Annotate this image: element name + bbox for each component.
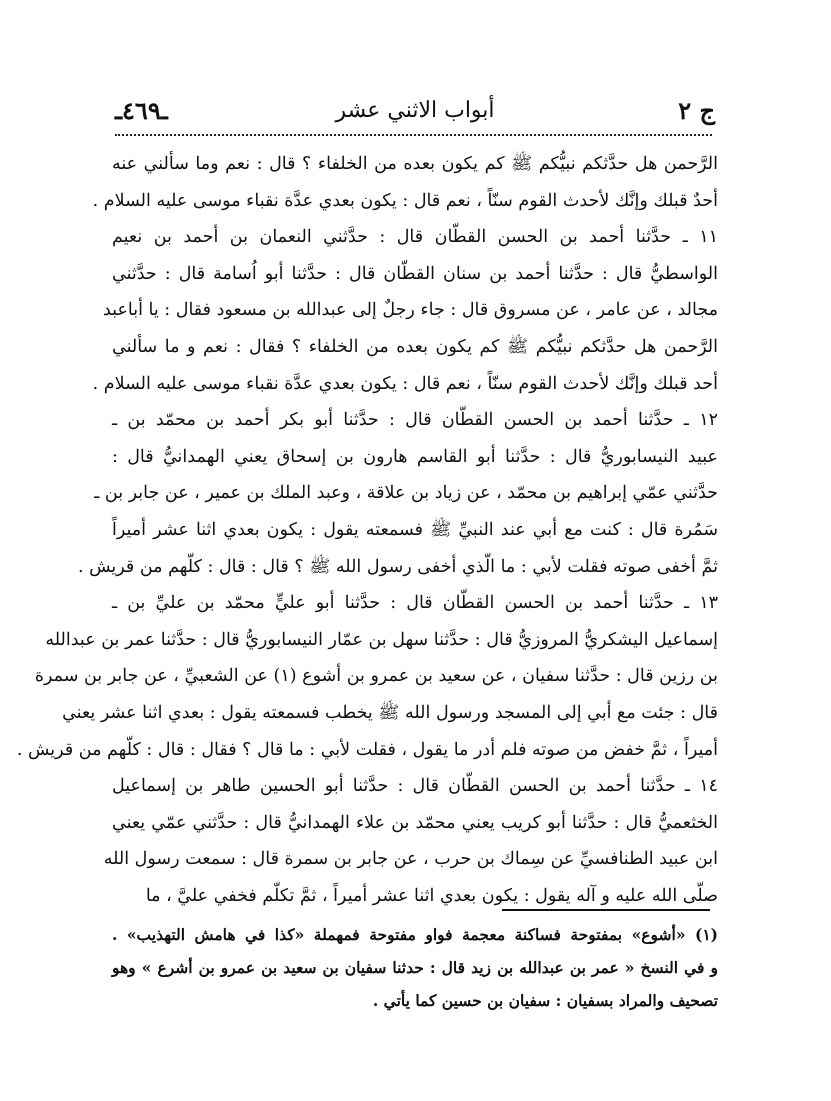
text-line: سَمُرة قال : كنت مع أبي عند النبيِّ ﷺ فسمعته يقول : يكون بعدي اثنا عشر أميراً	[112, 519, 718, 540]
text-line: قال : جئت مع أبي إلى المسجد ورسول الله ﷺ يخطب فسمعته يقول : بعدي اثنا عشر يعني	[62, 702, 718, 723]
text-line: حدَّثني عمّي إبراهيم بن محمّد ، عن زياد بن علاقة ، وعبد الملك بن عمير ، عن جابر بن ـ	[94, 483, 718, 504]
text-line: بن رزين قال : حدَّثنا سفيان ، عن سعيد بن عمرو بن أشوع (١) عن الشعبيِّ ، عن جابر بن سمرة	[34, 666, 718, 687]
volume-number: ج ٢	[678, 96, 715, 125]
text-line: عبيد النيسابوريُّ قال : حدَّثنا أبو القاسم هارون بن إسحاق يعني الهمدانيُّ قال :	[112, 446, 718, 467]
text-line: أحدٌ قبلك وإنَّك لأحدث القوم سنّاً ، نعم قال : يكون بعدي عدَّة نقباء موسى عليه السلام .	[92, 190, 718, 211]
text-line: ثمَّ أخفى صوته فقلت لأبي : ما الّذي أخفى رسول الله ﷺ ؟ قال : قال : كلّهم من قريش .	[77, 556, 718, 577]
text-line: ابن عبيد الطنافسيِّ عن سِماك بن حرب ، عن جابر بن سمرة قال : سمعت رسول الله	[103, 849, 718, 870]
footnote-line: تصحيف والمراد بسفيان : سفيان بن حسين كما يأتي .	[372, 991, 718, 1010]
text-line: ١١ ـ حدَّثنا أحمد بن الحسن القطّان قال : حدَّثني النعمان بن أحمد بن نعيم	[112, 227, 718, 248]
page-number: ـ٤٦٩ـ	[115, 96, 168, 125]
text-line: مجالد ، عن عامر ، عن مسروق قال : جاء رجلٌ إلى عبدالله بن مسعود فقال : يا أباعبد	[102, 300, 718, 321]
text-line: ١٣ ـ حدَّثنا أحمد بن الحسن القطّان قال : حدَّثنا أبو عليٍّ محمّد بن عليِّ بن ـ	[112, 593, 718, 614]
page-header	[115, 96, 715, 132]
text-line: أحد قبلك وإنَّك لأحدث القوم سنّاً ، نعم قال : يكون بعدي عدَّة نقباء موسى عليه السلام .	[92, 373, 718, 394]
text-line: ١٢ ـ حدَّثنا أحمد بن الحسن القطّان قال : حدَّثنا أبو بكر أحمد بن محمّد بن ـ	[112, 410, 718, 431]
header-divider	[115, 134, 712, 136]
chapter-title: أبواب الاثني عشر	[335, 98, 495, 123]
footnote-line: (١) «أشوع» بمفتوحة فساكنة معجمة فواو مفتوحة فمهملة «كذا في هامش التهذيب» .	[112, 925, 718, 944]
main-text	[16, 146, 718, 914]
text-line: الرَّحمن هل حدَّثكم نبيُّكم ﷺ كم يكون بعده من الخلفاء ؟ قال : نعم وما سألني عنه	[112, 154, 718, 174]
footnote-line: و في النسخ « عمر بن عبدالله بن زيد قال : حدثنا سفيان بن سعيد بن عمرو بن أشرع » وهو	[112, 958, 718, 977]
footnotes	[112, 918, 718, 1017]
text-line: الخثعميُّ قال : حدَّثنا أبو كريب يعني محمّد بن علاء الهمدانيُّ قال : حدَّثني عمّي يعني	[112, 812, 718, 833]
text-line: ١٤ ـ حدَّثنا أحمد بن الحسن القطّان قال : حدَّثنا أبو الحسين طاهر بن إسماعيل	[112, 776, 718, 797]
text-line: إسماعيل اليشكريُّ المروزيُّ قال : حدَّثنا سهل بن عمّار النيسابوريُّ قال : حدَّثنا عمر بن عبدالله	[45, 629, 718, 650]
text-line: الواسطيُّ قال : حدَّثنا أحمد بن سنان القطّان قال : حدَّثنا أبو اُسامة قال : حدَّثني	[112, 263, 718, 284]
text-line: أميراً ، ثمَّ خفض من صوته فلم أدر ما يقول ، فقلت لأبي : ما قال ؟ فقال : قال : كلّهم من قريش .	[16, 739, 718, 760]
text-line: صلّى الله عليه و آله يقول : يكون بعدي اثنا عشر أميراً ، ثمَّ تكلّم فخفي عليَّ ، ما	[145, 885, 718, 906]
text-line: الرَّحمن هل حدَّثكم نبيُّكم ﷺ كم يكون بعده من الخلفاء ؟ فقال : نعم و ما سألني	[112, 336, 718, 357]
footnote-divider	[502, 909, 710, 911]
